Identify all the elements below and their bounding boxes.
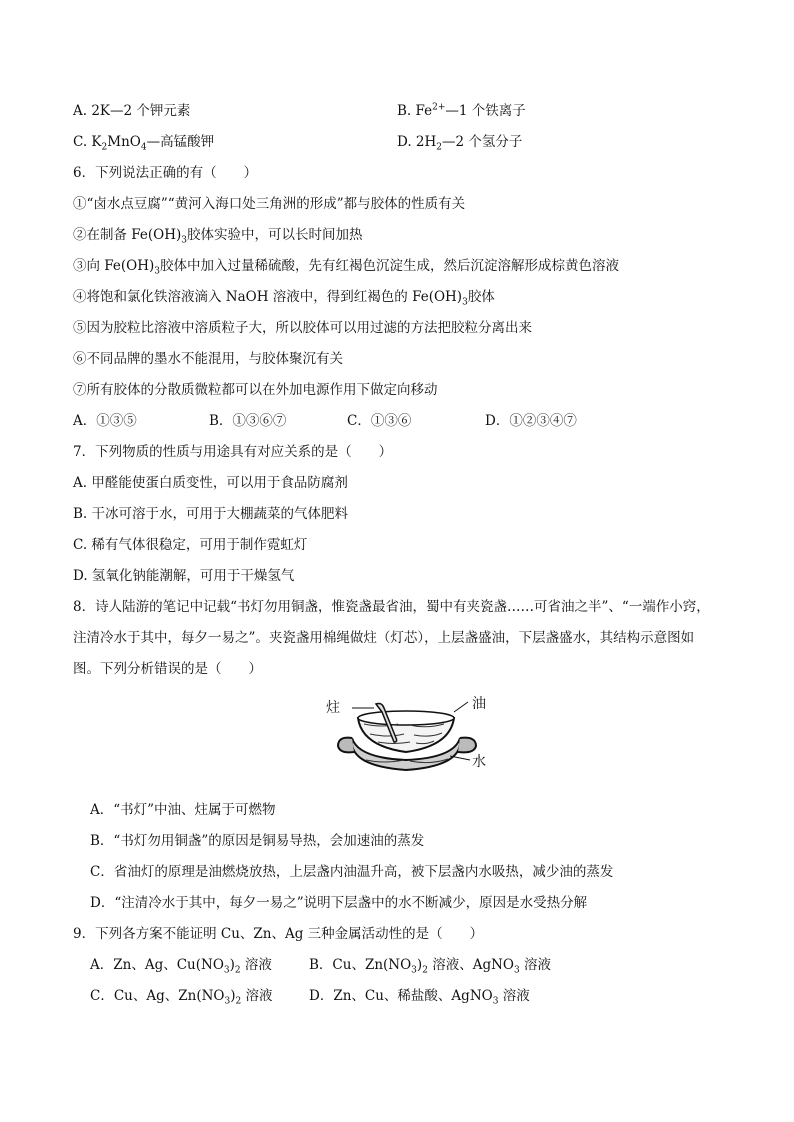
q8-option-c: C．省油灯的原理是油燃烧放热，上层盏内油温升高，被下层盏内水吸热，减少油的蒸发 (90, 864, 614, 880)
q6-s4-pre: ④将饱和氯化铁溶液滴入 NaOH 溶液中，得到红褐色的 Fe(OH) (73, 289, 463, 305)
q6-s2-post: 胶体实验中，可以长时间加热 (187, 227, 363, 243)
q5-option-d (397, 133, 522, 151)
q9-b-mid2: 溶液、AgNO (427, 957, 514, 973)
q6-s3-sub: 3 (154, 266, 161, 277)
q5-option-b-sup: 2+ (432, 102, 446, 113)
q5-option-a-text: A. 2K—2 个钾元素 (73, 103, 191, 119)
q5-option-c (73, 133, 214, 151)
q9-b-mid: ) (416, 957, 423, 973)
figure-label-water: 水 (472, 754, 486, 770)
q7-option-b: B. 干冰可溶于水，可用于大棚蔬菜的气体肥料 (73, 506, 349, 522)
q5-option-b-pre: B. Fe (397, 103, 433, 119)
q6-option-a: A．①③⑤ (73, 413, 137, 429)
q9-c-post: 溶液 (241, 988, 273, 1004)
q7-option-c: C. 稀有气体很稳定，可用于制作霓虹灯 (73, 537, 308, 553)
q9-b-pre: B．Cu、Zn(NO (309, 957, 412, 973)
q5-option-c-sub2: 4 (140, 142, 147, 153)
q6-s3-post: 胶体中加入过量稀硫酸，先有红褐色沉淀生成，然后沉淀溶解形成棕黄色溶液 (160, 258, 620, 274)
oil-lamp-figure (322, 694, 496, 776)
q8-stem-line-2: 注清冷水于其中，每夕一易之”。夹瓷盏用棉绳做炷（灯芯），上层盏盛油，下层盏盛水，其结构示意图如 (73, 630, 695, 646)
q6-option-d: D．①②③④⑦ (485, 413, 577, 429)
q6-s2-pre: ②在制备 Fe(OH) (73, 227, 182, 243)
q9-stem: 9．下列各方案不能证明 Cu、Zn、Ag 三种金属活动性的是（ ） (73, 926, 484, 942)
q9-b-sub1: 3 (411, 965, 417, 976)
q6-s2-sub: 3 (181, 235, 188, 246)
q9-a-post: 溶液 (240, 957, 272, 973)
q9-a-mid: ) (229, 957, 235, 973)
q8-stem-line-1: 8．诗人陆游的笔记中记载“书灯勿用铜盏，惟瓷盏最省油，蜀中有夹瓷盏……可省油之半”、“一端作小窍， (73, 599, 710, 615)
q9-d-sub: 3 (492, 996, 499, 1007)
q9-a-pre: A．Zn、Ag、Cu(NO (90, 957, 224, 973)
q5-option-b (397, 102, 526, 120)
q6-statement-1: ①“卤水点豆腐”“黄河入海口处三角洲的形成”都与胶体的性质有关 (73, 196, 466, 212)
q5-option-c-post: —高锰酸钾 (146, 134, 215, 150)
q9-d-pre: D．Zn、Cu、稀盐酸、AgNO (309, 988, 493, 1004)
q9-option-b (309, 956, 551, 974)
q5-option-d-sub: 2 (436, 142, 443, 153)
q5-option-c-pre: C. K (73, 134, 102, 150)
q6-s3-pre: ③向 Fe(OH) (73, 258, 155, 274)
q5-option-c-mid: MnO (107, 134, 141, 150)
q7-stem: 7．下列物质的性质与用途具有对应关系的是（ ） (73, 444, 393, 460)
q5-option-c-sub1: 2 (101, 142, 108, 153)
q6-statement-5: ⑤因为胶粒比溶液中溶质粒子大，所以胶体可以用过滤的方法把胶粒分离出来 (73, 320, 532, 336)
figure-label-oil: 油 (472, 696, 486, 712)
q8-option-b: B．“书灯勿用铜盏”的原因是铜易导热，会加速油的蒸发 (90, 833, 425, 849)
q9-option-a (90, 956, 272, 974)
q5-option-a (73, 102, 190, 120)
q6-option-b: B．①③⑥⑦ (209, 413, 287, 429)
q6-s4-sub: 3 (462, 297, 468, 308)
q8-stem-line-3: 图。下列分析错误的是（ ） (73, 661, 262, 677)
q6-stem: 6．下列说法正确的有（ ） (73, 165, 258, 181)
figure-label-wick: 炷 (326, 700, 340, 716)
q9-option-c (90, 987, 273, 1005)
q6-statement-6: ⑥不同品牌的墨水不能混用，与胶体聚沉有关 (73, 351, 343, 367)
q6-statement-7: ⑦所有胶体的分散质微粒都可以在外加电源作用下做定向移动 (73, 382, 438, 398)
q5-option-d-post: —2 个氢分子 (442, 134, 523, 150)
q8-option-d: D．“注清冷水于其中，每夕一易之”说明下层盏中的水不断减少，原因是水受热分解 (90, 895, 588, 911)
q6-s4-post: 胶体 (467, 289, 495, 305)
q5-option-d-pre: D. 2H (397, 134, 437, 150)
q9-b-sub3: 3 (513, 965, 520, 976)
oil-lamp-illustration (322, 694, 496, 776)
q9-option-d (309, 987, 530, 1005)
q9-c-mid: ) (230, 988, 236, 1004)
q6-statement-2 (73, 226, 363, 244)
q9-c-sub2: 2 (235, 996, 242, 1007)
q9-a-sub1: 3 (223, 965, 230, 976)
q7-option-a: A. 甲醛能使蛋白质变性，可以用于食品防腐剂 (73, 475, 348, 491)
q6-statement-4 (73, 288, 495, 306)
q9-c-pre: C．Cu、Ag、Zn(NO (90, 988, 225, 1004)
q9-c-sub1: 3 (224, 996, 231, 1007)
q6-option-c: C．①③⑥ (347, 413, 412, 429)
q8-option-a: A．“书灯”中油、炷属于可燃物 (90, 802, 276, 818)
q9-b-sub2: 2 (422, 965, 428, 976)
q9-a-sub2: 2 (234, 965, 241, 976)
q9-b-post: 溶液 (519, 957, 552, 973)
q9-d-post: 溶液 (498, 988, 530, 1004)
q7-option-d: D. 氢氧化钠能潮解，可用于干燥氢气 (73, 568, 295, 584)
q6-statement-3 (73, 257, 619, 275)
q5-option-b-post: —1 个铁离子 (445, 103, 526, 119)
